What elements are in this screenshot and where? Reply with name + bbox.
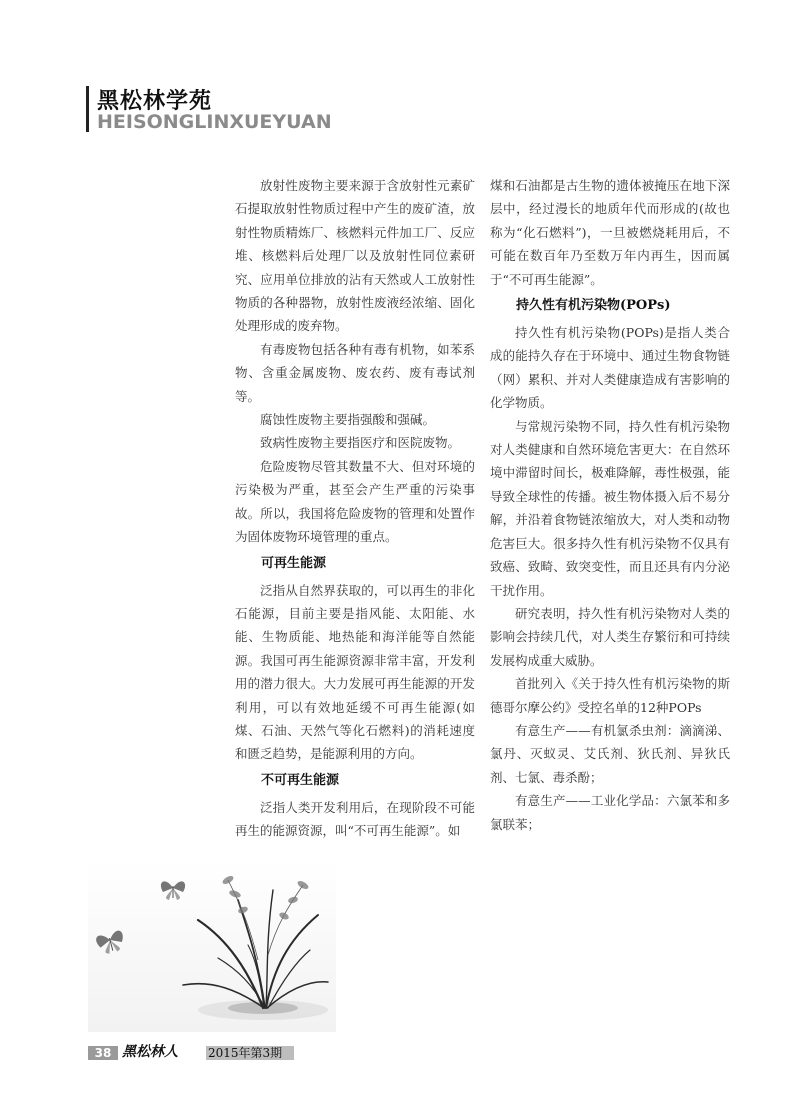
paragraph-pops-industrial: 有意生产——工业化学品：六氯苯和多氯联苯；	[490, 793, 730, 832]
column-title-cn: 黑松林学苑	[97, 89, 213, 114]
paragraph-pops-definition: 持久性有机污染物(POPs)是指人类合成的能持久存在于环境中、通过生物食物链（网）累积、并对人类健康造成有害影响的化学物质。	[490, 325, 730, 411]
paragraph-pops-pesticides: 有意生产——有机氯杀虫剂：滴滴涕、氯丹、灭蚁灵、艾氏剂、狄氏剂、异狄氏剂、七氯、毒杀酚；	[490, 722, 730, 785]
paragraph-pops-list-intro: 首批列入《关于持久性有机污染物的斯德哥尔摩公约》受控名单的12种POPs	[490, 676, 730, 715]
heading-nonrenewable-energy: 不可再生能源	[261, 772, 340, 788]
page-footer	[88, 1046, 294, 1060]
issue-label: 2015年第3期	[208, 1046, 283, 1060]
paragraph-renewable-energy: 泛指从自然界获取的，可以再生的非化石能源，目前主要是指风能、太阳能、水能、生物质能、地热能和海洋能等自然能源。我国可再生能源资源非常丰富，开发利用的潜力很大。大力发展可再生能源的开发利用，可以有效地延缓不可再生能源(如煤、石油、天然气等化石燃料)的消耗速度和匮乏趋势，是能源利用的方向。	[235, 582, 475, 762]
column-title-en: HEISONGLINXUEYUAN	[97, 111, 332, 133]
heading-renewable-energy: 可再生能源	[261, 555, 327, 571]
paragraph-pathogenic-waste: 致病性废物主要指医疗和医院废物。	[260, 435, 461, 451]
paragraph-pops-research: 研究表明，持久性有机污染物对人类的影响会持续几代，对人类生存繁衍和可持续发展构成重大威胁。	[490, 605, 730, 668]
paragraph-radioactive-waste: 放射性废物主要来源于含放射性元素矿石提取放射性物质过程中产生的废矿渣，放射性物质精炼厂、核燃料元件加工厂、反应堆、核燃料后处理厂以及放射性同位素研究、应用单位排放的沾有天然或人工放射性物质的各种器物，放射性废液经浓缩、固化处理形成的废弃物。	[235, 178, 475, 334]
paragraph-toxic-waste: 有毒废物包括各种有毒有机物，如苯系物、含重金属废物、废农药、废有毒试剂等。	[235, 341, 475, 404]
paragraph-pops-hazard: 与常规污染物不同，持久性有机污染物对人类健康和自然环境危害更大：在自然环境中滞留时间长，极难降解，毒性极强，能导致全球性的传播。被生物体摄入后不易分解，并沿着食物链浓缩放大，对人类和动物危害巨大。很多持久性有机污染物不仅具有致癌、致畸、致突变性，而且还具有内分泌干扰作用。	[490, 418, 730, 598]
heading-pops: 持久性有机污染物(POPs)	[516, 298, 671, 314]
paragraph-fossil-fuel: 煤和石油都是古生物的遗体被掩压在地下深层中，经过漫长的地质年代而形成的(故也称为“化石燃料”)，一旦被燃烧耗用后，不可能在数百年乃至数万年内再生，因而属于“不可再生能源”。	[490, 178, 730, 287]
paragraph-nonrenewable-energy: 泛指人类开发利用后，在现阶段不可能再生的能源资源，叫“不可再生能源”。如	[235, 799, 475, 839]
paragraph-hazardous-waste: 危险废物尽管其数量不大、但对环境的污染极为严重，甚至会产生严重的污染事故。所以，我国将危险废物的管理和处置作为固体废物环境管理的重点。	[235, 458, 475, 545]
left-column	[235, 174, 475, 843]
magazine-name: 黑松林人	[122, 1044, 178, 1060]
page-number: 38	[88, 1046, 118, 1060]
paragraph-corrosive-waste: 腐蚀性废物主要指强酸和强碱。	[260, 412, 436, 428]
header-accent-bar	[86, 86, 89, 132]
right-column	[490, 174, 730, 836]
orchid-butterflies-icon	[88, 860, 336, 1032]
